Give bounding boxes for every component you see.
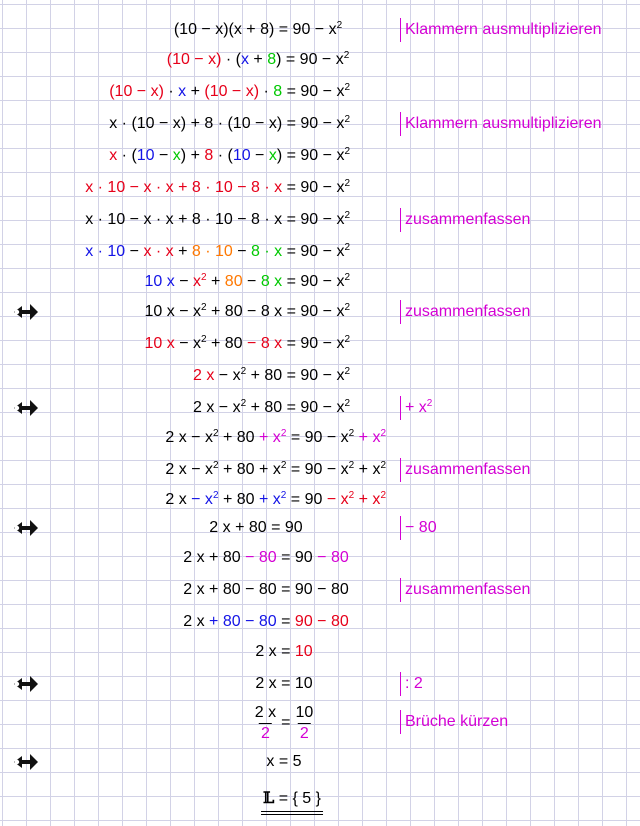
exponent: 2 (200, 334, 207, 345)
equation-term: x (178, 83, 187, 100)
pen-marker-icon[interactable] (12, 518, 40, 538)
equation-term: = 90 − x (286, 429, 349, 446)
step-note: Brüche kürzen (400, 710, 508, 734)
equation-term: + (186, 83, 205, 100)
equation (209, 516, 302, 540)
equation-row (0, 270, 640, 294)
equation-row (0, 516, 640, 540)
exponent: 2 (344, 366, 350, 377)
fraction-equation (250, 700, 318, 746)
step-note-text: Klammern ausmultiplizieren (405, 21, 602, 38)
equation-row (0, 546, 640, 570)
equation (255, 640, 312, 664)
equation-term: 2 x (183, 613, 210, 630)
exponent: 2 (344, 242, 350, 253)
exponent: 2 (348, 460, 355, 471)
equation-term: · ( (213, 147, 233, 164)
exponent: 2 (380, 490, 386, 501)
equation-term: 2 x + 80 − 80 = 90 − 80 (183, 581, 349, 598)
equation (255, 672, 312, 696)
equation (165, 488, 386, 512)
step-note-text: zusammenfassen (405, 303, 531, 320)
equation-term: + x (358, 491, 381, 508)
step-note (400, 112, 602, 136)
exponent: 2 (212, 460, 219, 471)
equation (145, 332, 351, 356)
equation-row (0, 578, 640, 602)
equation (183, 610, 348, 634)
exponent: 2 (280, 428, 287, 439)
step-note-text: − 80 (405, 519, 437, 536)
equation-row (0, 80, 640, 104)
equation (183, 546, 349, 570)
solution-equation: x = 5 (266, 753, 302, 770)
exponent: 2 (344, 178, 350, 189)
equation-term: x · (10 − x) + 8 · (10 − x) = 90 − x (109, 115, 345, 132)
exponent: 2 (344, 272, 350, 283)
equation-term: − x (191, 491, 213, 508)
equation-term: · ( (221, 51, 241, 68)
equation-term: − (154, 147, 173, 164)
equation-term: 2 x = 10 (255, 675, 313, 692)
equation-term: − (250, 147, 269, 164)
equation-term: = 90 − x (282, 335, 345, 352)
equation-term: 80 (224, 273, 243, 290)
equation-term: = 90 − x (282, 273, 345, 290)
equation-term: + 80 (218, 429, 260, 446)
equation-term: + 80 = 90 − x (246, 399, 345, 416)
equals-sign: = (281, 714, 291, 731)
equation-row (0, 240, 640, 264)
equation-term: = 90 (276, 549, 318, 566)
equation-term: 10 x − x (144, 303, 201, 320)
exponent: 2 (240, 398, 247, 409)
solution-set-value: = { 5 } (274, 790, 321, 807)
equation-term: ) = 90 − x (276, 51, 344, 68)
right-denominator: 2 (299, 724, 309, 742)
equation-term: + x (354, 429, 381, 446)
equation-row (0, 396, 640, 420)
equation-term: 8 · x (251, 243, 283, 260)
pen-marker-icon[interactable] (12, 752, 40, 772)
exponent: 2 (348, 490, 355, 501)
equation-row (0, 610, 640, 634)
exponent: 2 (280, 460, 287, 471)
exponent: 2 (344, 302, 350, 313)
equation-term: − x (326, 491, 349, 508)
equation-term: · ( (117, 147, 137, 164)
equation-term: 10 (136, 147, 155, 164)
equation-term: x (109, 147, 118, 164)
step-note-text: zusammenfassen (405, 461, 531, 478)
step-note-text: zusammenfassen (405, 581, 531, 598)
pen-marker-icon[interactable] (12, 674, 40, 694)
equation-row (0, 144, 640, 168)
equation-term: − 80 (317, 549, 349, 566)
solution-set-symbol: 𝕃 (263, 788, 275, 807)
equation-row (0, 640, 640, 664)
equation-term: = (276, 613, 295, 630)
exponent: 2 (344, 334, 350, 345)
equation (85, 208, 350, 232)
pen-marker-icon[interactable] (12, 398, 40, 418)
equation-term: + 80 − 80 (209, 613, 277, 630)
equation (165, 426, 386, 450)
equation-term: ) = 90 − x (276, 147, 345, 164)
equation-term: − (174, 273, 193, 290)
equation-term: 2 x − x (165, 429, 213, 446)
step-note (400, 300, 530, 324)
step-note-exponent: 2 (426, 398, 433, 409)
step-note (400, 516, 437, 540)
exponent: 2 (280, 490, 287, 501)
equation-term: + 80 = 90 − x (246, 367, 345, 384)
equation-term: + x (259, 429, 281, 446)
step-note-text: + x (405, 399, 427, 416)
equation-term: + x (258, 491, 281, 508)
exponent: 2 (344, 114, 350, 125)
exponent: 2 (212, 428, 219, 439)
equation-term: 2 x − x (165, 461, 213, 478)
equation-term: + 80 (206, 335, 248, 352)
exponent: 2 (343, 50, 350, 61)
equation-term: x (240, 51, 249, 68)
equation-term: − (125, 243, 144, 260)
step-note (400, 458, 530, 482)
equation-row (0, 672, 640, 696)
equation-term: x (268, 147, 277, 164)
exponent: 2 (380, 460, 386, 471)
equation-term: = 90 − x (282, 243, 345, 260)
exponent: 2 (344, 398, 350, 409)
equation (85, 176, 350, 200)
equation-term: − 8 x (247, 335, 283, 352)
exponent: 2 (380, 428, 386, 439)
equation-term: + (206, 273, 225, 290)
equation-term: x (193, 273, 201, 290)
equation-term: 2 x (193, 367, 215, 384)
step-note-text: : 2 (405, 675, 423, 692)
equation-term: + 80 − 8 x = 90 − x (206, 303, 345, 320)
exponent: 2 (240, 366, 247, 377)
step-note-text: zusammenfassen (405, 211, 531, 228)
equation-row (0, 332, 640, 356)
exponent: 2 (212, 490, 219, 501)
equation-term: 8 x (260, 273, 283, 290)
equation-term: + (248, 51, 268, 68)
exponent: 2 (344, 210, 350, 221)
equation (109, 80, 350, 104)
equation-term: x (172, 147, 181, 164)
equation-term: (10 − x)(x + 8) = 90 − x (173, 21, 337, 38)
equation (145, 300, 350, 324)
equation-term: 90 − 80 (294, 613, 349, 630)
equation-term: 2 x − x (193, 399, 241, 416)
equation (174, 18, 342, 42)
equation-term: 2 x + 80 (183, 549, 246, 566)
equation-term: · (163, 83, 179, 100)
solution-set (261, 786, 323, 815)
equation-row (0, 364, 640, 388)
exponent: 2 (201, 302, 207, 313)
fraction-row (0, 700, 640, 746)
equation-term: − (232, 243, 252, 260)
equation-term: 10 (294, 643, 313, 660)
exponent: 2 (336, 20, 343, 31)
equation (165, 458, 386, 482)
equation-term: 2 x + 80 = 90 (209, 519, 303, 536)
equation (109, 112, 350, 136)
equation (193, 364, 350, 388)
exponent: 2 (201, 272, 207, 283)
equation-term: − 80 (245, 549, 277, 566)
solution-set-row (0, 786, 640, 816)
equation-term: + x (354, 461, 381, 478)
equation-row (0, 426, 640, 450)
equation-term: = 90 − x (282, 179, 345, 196)
equation-term: 8 (273, 83, 283, 100)
equation (183, 578, 348, 602)
left-denominator: 2 (260, 724, 270, 742)
equation-term: = 90 − x (282, 83, 345, 100)
equation-term: − x (174, 335, 201, 352)
equation-term: 8 · 10 (191, 243, 233, 260)
equation-term: 10 (232, 147, 251, 164)
step-note (400, 578, 530, 602)
equation-term: − x (214, 367, 241, 384)
exponent: 2 (344, 146, 350, 157)
pen-marker-icon[interactable] (12, 302, 40, 322)
equation-term: x · 10 − x · x + 8 · 10 − 8 · x = 90 − x (85, 211, 345, 228)
equation (109, 144, 350, 168)
left-numerator: 2 x (254, 703, 277, 721)
right-fraction (293, 703, 315, 744)
step-note (400, 18, 602, 42)
equation-row (0, 208, 640, 232)
equation-term: 10 x (144, 335, 175, 352)
equation-term: 8 (204, 147, 214, 164)
equation-term: x · 10 (85, 243, 126, 260)
equation-term: − (242, 273, 261, 290)
equation (193, 396, 350, 420)
equation (145, 270, 350, 294)
equation-row (0, 112, 640, 136)
left-fraction (253, 703, 278, 744)
equation-term: = 90 − x (286, 461, 349, 478)
equation-term: + (173, 243, 192, 260)
equation-term: (10 − x) (109, 83, 164, 100)
equation-term: 2 x = (255, 643, 295, 660)
equation-row (0, 176, 640, 200)
equation-term: = 90 (286, 491, 327, 508)
equation-term: ) + (180, 147, 205, 164)
equation-row (0, 18, 640, 42)
equation (167, 48, 350, 72)
exponent: 2 (344, 82, 350, 93)
exponent: 2 (348, 428, 355, 439)
equation-term: x · x (143, 243, 174, 260)
right-numerator: 10 (295, 703, 314, 721)
equation-term: (10 − x) (166, 51, 222, 68)
equation-row (0, 300, 640, 324)
equation-row (0, 488, 640, 512)
equation-term: (10 − x) (204, 83, 260, 100)
solution-row (0, 750, 640, 774)
equation-term: 2 x (165, 491, 192, 508)
equation-term: + 80 + x (218, 461, 281, 478)
step-note (400, 208, 530, 232)
step-note (400, 396, 432, 420)
equation-term: · (259, 83, 274, 100)
equation-term: + 80 (218, 491, 259, 508)
step-note-text: Klammern ausmultiplizieren (405, 115, 602, 132)
equation-term: x · 10 − x · x + 8 · 10 − 8 · x (85, 179, 283, 196)
equation-row (0, 458, 640, 482)
equation-term: 10 x (144, 273, 175, 290)
step-note (400, 672, 423, 696)
equation-term: 8 (267, 51, 277, 68)
equation-row (0, 48, 640, 72)
equation (85, 240, 350, 264)
